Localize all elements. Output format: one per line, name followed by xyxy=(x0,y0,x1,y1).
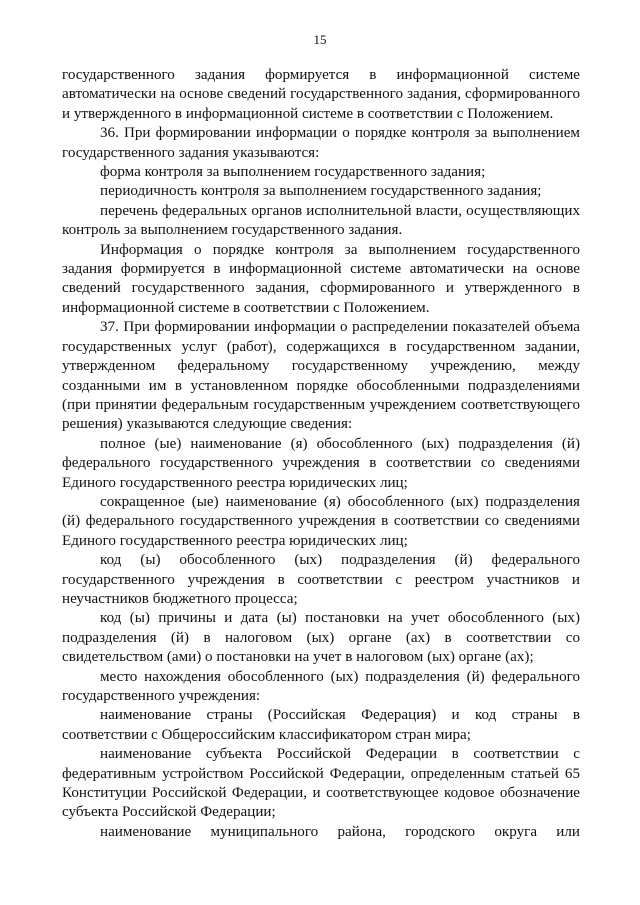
paragraph: государственного задания формируется в информационной системе автоматически на основе сведений государственного задания, сформированного и утвержденного в информационной системе в соответствии с Положением. xyxy=(62,67,580,122)
paragraph: форма контроля за выполнением государственного задания; xyxy=(100,164,486,181)
page-number: 15 xyxy=(313,32,327,47)
paragraph-item-37: 37. При формировании информации о распределении показателей объема государственных услуг (работ), содержащихся в государственном задании, утвержденном федеральному государственному учреждению, между созданными им в установленном порядке обособленными подразделениями (при принятии федеральным государственным учреждением соответствующего решения) указываются следующие сведения: xyxy=(62,319,580,433)
paragraph-item-36: 36. При формировании информации о порядке контроля за выполнением государственного задания указываются: xyxy=(62,125,580,161)
paragraph: код (ы) обособленного (ых) подразделения (й) федерального государственного учреждения в соответствии с реестром участников и неучастников бюджетного процесса; xyxy=(62,552,580,607)
paragraph: место нахождения обособленного (ых) подразделения (й) федерального государственного учреждения: xyxy=(62,668,580,704)
paragraph: перечень федеральных органов исполнительной власти, осуществляющих контроль за выполнением государственного задания. xyxy=(62,202,580,239)
paragraph: наименование страны (Российская Федерация) и код страны в соответствии с Общероссийским классификатором стран мира; xyxy=(62,707,580,743)
paragraph: наименование муниципального района, городского округа или xyxy=(100,823,580,840)
paragraph: наименование субъекта Российской Федерации в соответствии с федеративным устройством Российской Федерации, определенным статьей 65 Конституции Российской Федерации, и соответствующее кодовое обозначение субъекта Российской Федерации; xyxy=(62,746,580,821)
paragraph: Информация о порядке контроля за выполнением государственного задания формируется в информационной системе автоматически на основе сведений государственного задания, сформированного и утвержденного в информационной системе в соответствии с Положением. xyxy=(62,241,580,316)
paragraph: периодичность контроля за выполнением государственного задания; xyxy=(100,183,542,200)
paragraph: сокращенное (ые) наименование (я) обособленного (ых) подразделения (й) федерального государственного учреждения в соответствии со сведениями Единого государственного реестра юридических лиц; xyxy=(62,493,580,549)
paragraph: полное (ые) наименование (я) обособленного (ых) подразделения (й) федерального государственного учреждения в соответствии со сведениями Единого государственного реестра юридических лиц; xyxy=(62,435,580,491)
paragraph: код (ы) причины и дата (ы) постановки на учет обособленного (ых) подразделения (й) в налоговом (ых) органе (ах) в соответствии со свидетельством (ами) о постановки на учет в налоговом (ых) органе (ах); xyxy=(62,610,580,666)
document-body xyxy=(62,66,580,842)
